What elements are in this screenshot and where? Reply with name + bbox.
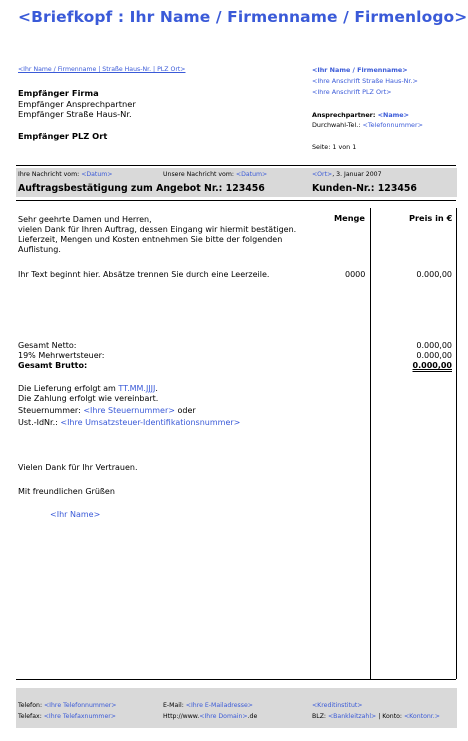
sender-address-line: <Ihr Name / Firmenname | Straße Haus-Nr. | PLZ Ort> [18, 66, 186, 73]
recipient-city: Empfänger PLZ Ort [18, 131, 108, 141]
divider [16, 200, 456, 201]
sender-street: <Ihre Anschrift Straße Haus-Nr.> [312, 77, 418, 85]
divider [16, 679, 456, 680]
letterhead-title: <Briefkopf : Ihr Name / Firmenname / Firmenlogo> [18, 8, 468, 26]
footer-website: Http://www.<Ihre Domain>.de [163, 713, 258, 720]
contact-person: Ansprechpartner: <Name> [312, 111, 409, 119]
recipient-street: Empfänger Straße Haus-Nr. [18, 109, 132, 119]
recipient-company: Empfänger Firma [18, 88, 99, 98]
footer-phone: Telefon: <Ihre Telefonnummer> [18, 702, 117, 709]
footer-email: E-Mail: <Ihre E-Mailadresse> [163, 702, 253, 709]
column-divider [456, 208, 457, 679]
intro-line: Sehr geehrte Damen und Herren, [18, 215, 152, 224]
column-divider [370, 208, 371, 679]
tax-number-line: Steuernummer: <Ihre Steuernummer> oder [18, 406, 196, 415]
item-quantity: 0000 [345, 270, 366, 279]
column-header-price: Preis in € [409, 213, 453, 223]
net-value: 0.000,00 [416, 341, 452, 350]
your-message-date: Ihre Nachricht vom: <Datum> [18, 171, 113, 178]
vat-id-line: Ust.-IdNr.: <Ihre Umsatzsteuer-Identifikationsnummer> [18, 418, 241, 427]
intro-line: Auflistung. [18, 245, 61, 254]
sender-name: <Ihr Name / Firmenname> [312, 66, 408, 74]
intro-line: vielen Dank für Ihren Auftrag, dessen Eingang wir hiermit bestätigen. [18, 225, 297, 234]
signature-name: <Ihr Name> [50, 510, 101, 519]
vat-label: 19% Mehrwertsteuer: [18, 351, 105, 360]
payment-line: Die Zahlung erfolgt wie vereinbart. [18, 394, 159, 403]
greeting-line: Mit freundlichen Grüßen [18, 487, 115, 496]
page-number: Seite: 1 von 1 [312, 143, 357, 151]
our-message-date: Unsere Nachricht vom: <Datum> [163, 171, 268, 178]
recipient-contact: Empfänger Ansprechpartner [18, 99, 136, 109]
net-label: Gesamt Netto: [18, 341, 77, 350]
item-description: Ihr Text beginnt hier. Absätze trennen Sie durch eine Leerzeile. [18, 270, 270, 279]
footer-fax: Telefax: <Ihre Telefaxnummer> [18, 713, 116, 720]
column-header-quantity: Menge [334, 213, 365, 223]
direct-phone: Durchwahl-Tel.: <Telefonnummer> [312, 121, 423, 129]
customer-number: Kunden-Nr.: 123456 [312, 183, 417, 194]
footer-bank: <Kreditinstitut> [312, 702, 363, 709]
intro-line: Lieferzeit, Mengen und Kosten entnehmen Sie bitte der folgenden [18, 235, 283, 244]
vat-value: 0.000,00 [416, 351, 452, 360]
thanks-line: Vielen Dank für Ihr Vertrauen. [18, 463, 138, 472]
sender-city: <Ihre Anschrift PLZ Ort> [312, 88, 392, 96]
delivery-date-line: Die Lieferung erfolgt am TT.MM.JJJJ. [18, 384, 158, 393]
letter-date: <Ort>, 3. Januar 2007 [312, 171, 382, 178]
item-price: 0.000,00 [416, 270, 452, 279]
subject-line: Auftragsbestätigung zum Angebot Nr.: 123456 [18, 183, 265, 194]
divider [16, 165, 456, 166]
gross-label: Gesamt Brutto: [18, 361, 88, 370]
footer-bank-details: BLZ: <Bankleitzahl> | Konto: <Kontonr.> [312, 713, 440, 720]
gross-value: 0.000,00 [412, 361, 452, 370]
